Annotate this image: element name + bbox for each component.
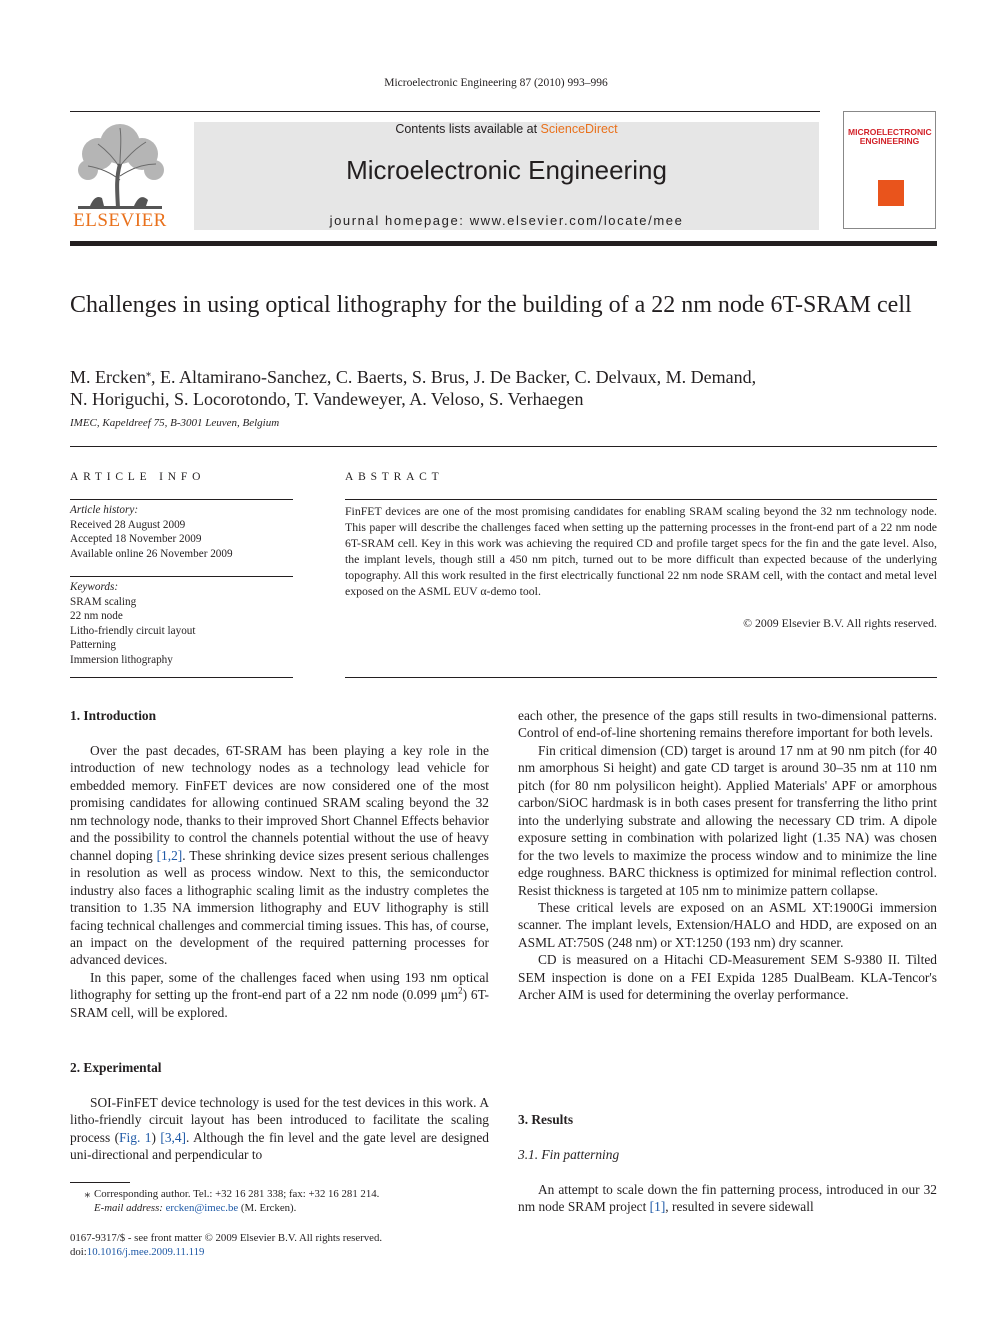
footnote-rule	[70, 1182, 130, 1183]
publisher-wordmark: ELSEVIER	[73, 210, 167, 231]
body-left-column	[70, 742, 489, 1021]
text-run: Over the past decades, 6T-SRAM has been playing a key role in the introduction of new technology nodes as a technology lead vehicle for embedded memory. FinFET devices are now considered one of the most promising candidates for allowing continued SRAM scaling beyond the 32 nm technology node, thanks to their improved Short Channel Effects behavior and the possibility to control the channels potential without the use of heavy channel doping	[70, 743, 489, 863]
contents-line	[194, 122, 819, 136]
results-heading: 3. Results	[518, 1112, 574, 1127]
keyword-item: Litho-friendly circuit layout	[70, 624, 196, 637]
article-info-rule	[70, 677, 293, 678]
affiliation: IMEC, Kapeldreef 75, B-3001 Leuven, Belgium	[70, 417, 280, 429]
article-info-rule	[70, 499, 293, 500]
experimental-paragraph-2: Fin critical dimension (CD) target is around 17 nm at 90 nm pitch (for 40 nm amorphous Si height) and gate CD target is around 30–35 nm at 110 nm pitch (for 80 nm polysilicon height). Applied Materials' APF or amorphous carbon/SiOC hardmask is in both cases present for transferring the litho print into the underlying substrate and allowing the necessary CD trim. A dipole exposure setting in combination with polarized light (1.35 NA) was chosen for the two levels to maximize the process window and to minimize the line edge roughness. BARC thickness is optimized for minimal reflection control. Resist thickness is targeted at 105 nm to minimize pattern collapse.	[518, 742, 937, 898]
journal-cover-thumbnail	[843, 111, 936, 229]
footnote	[70, 1187, 490, 1215]
citation-link[interactable]: [3,4]	[160, 1129, 187, 1145]
experimental-paragraph-1	[70, 1094, 489, 1164]
header-rule	[70, 111, 820, 112]
corresponding-mark[interactable]: ⁎	[145, 368, 151, 379]
citation-link[interactable]: [1]	[649, 1199, 666, 1215]
footnote-mark: ⁎	[84, 1188, 90, 1200]
cover-title: MICROELECTRONIC ENGINEERING	[848, 127, 932, 146]
front-matter-line: 0167-9317/$ - see front matter © 2009 Elsevier B.V. All rights reserved.	[70, 1232, 383, 1244]
journal-name: Microelectronic Engineering	[346, 155, 667, 185]
email-link[interactable]: ercken@imec.be	[165, 1202, 239, 1215]
figure-link[interactable]: Fig. 1	[119, 1129, 152, 1145]
text-run: SOI-FinFET device technology is used for the test devices in this work. A litho-friendly circuit layout has been introduced to facilitate the scaling process (	[70, 1095, 489, 1145]
experimental-paragraph-3: These critical levels are exposed on an ASML XT:1900Gi immersion scanner. The implant levels, Extension/HALO and HDD, are exposed on an ASML AT:750S (248 nm) or XT:1250 (193 nm) dry scanner.	[518, 899, 937, 950]
intro-paragraph-1	[70, 742, 489, 969]
body-left-column-2	[70, 1094, 489, 1164]
experimental-paragraph-1-cont: each other, the presence of the gaps still results in two-dimensional patterns. Control of end-of-line shortening remains therefore important for both levels.	[518, 708, 937, 741]
fin-patterning-heading: 3.1. Fin patterning	[518, 1147, 620, 1162]
fin-paragraph-1	[518, 1181, 937, 1216]
text-run: . Although the fin level and the gate level are designed uni-directional and perpendicular to	[70, 1129, 489, 1163]
keyword-item: 22 nm node	[70, 610, 123, 622]
text-run: . These shrinking device sizes present serious challenges in resolution as well as process window. Next to this, the semiconductor industry also faces a lithographic scaling limit as the industry completes the transition to 1.35 NA immersion lithography and EUV lithography is still facing technical challenges and commercial timing issues. This has, of course, an impact on the development of the required patterning processes for advanced devices.	[70, 847, 490, 968]
experimental-paragraph-4: CD is measured on a Hitachi CD-Measurement SEM S-9380 II. Tilted SEM inspection is done on a FEI Expida 1285 DualBeam. KLA-Tencor's Archer AIM is used for determining the overlay performance.	[518, 952, 937, 1003]
authors-line1-rest: , E. Altamirano-Sanchez, C. Baerts, S. Brus, J. De Backer, C. Delvaux, M. Demand,	[150, 367, 757, 387]
affiliation-rule	[70, 446, 937, 447]
history-accepted: Accepted 18 November 2009	[70, 533, 202, 545]
keywords-label: Keywords:	[70, 581, 119, 593]
body-right-column-2	[518, 1181, 937, 1216]
citation-link[interactable]: [1,2]	[156, 847, 183, 863]
abstract-copyright: © 2009 Elsevier B.V. All rights reserved.	[743, 616, 937, 630]
intro-paragraph-2	[70, 969, 489, 1021]
text-run: , resulted in severe sidewall	[665, 1199, 814, 1215]
journal-homepage[interactable]: journal homepage: www.elsevier.com/locate/mee	[329, 213, 684, 228]
sciencedirect-link[interactable]: ScienceDirect	[540, 122, 618, 136]
history-received: Received 28 August 2009	[70, 518, 186, 531]
author-list	[70, 363, 930, 410]
text-run: ) 6T-SRAM cell, will be explored.	[70, 987, 489, 1020]
contents-prefix: Contents lists available at	[395, 122, 541, 136]
body-right-column	[518, 707, 937, 1004]
article-info-heading: ARTICLE INFO	[70, 471, 206, 483]
article-history	[70, 503, 293, 561]
header-thick-rule	[70, 241, 937, 246]
abstract-text: FinFET devices are one of the most promising candidates for enabling SRAM scaling beyond the 32 nm technology node. This paper will describe the challenges faced when setting up the patterning processes in the front-end part of a 22 nm node 6T-SRAM cell. Key in this work was achieving the required CD and profile target specs for the fin and the gate level. Also, the implant levels, though still a 450 nm pitch, turned out to be more difficult than expected because of the underlying topography. All this work resulted in the first electrically functional 22 nm node SRAM cell, with the contact and metal level exposed on the ASML EUV α-demo tool.	[345, 504, 937, 598]
email-suffix: (M. Ercken).	[240, 1202, 297, 1215]
text-run: In this paper, some of the challenges faced when using 193 nm optical lithography for setting up the front-end part of a 22 nm node (0.099 μm	[70, 969, 489, 1003]
abstract-rule	[345, 677, 937, 678]
email-label: E-mail address:	[94, 1202, 163, 1215]
history-label: Article history:	[70, 504, 139, 516]
intro-heading: 1. Introduction	[70, 708, 157, 723]
superscript: 2	[458, 985, 463, 996]
keywords	[70, 580, 293, 667]
history-online: Available online 26 November 2009	[70, 547, 233, 560]
keyword-item: Patterning	[70, 639, 116, 651]
keyword-item: Immersion lithography	[70, 653, 173, 666]
abstract-rule	[345, 499, 937, 500]
text-run: )	[151, 1129, 161, 1145]
text-run: An attempt to scale down the fin patterning process, introduced in our 32 nm node SRAM project	[518, 1182, 937, 1215]
abstract-heading: ABSTRACT	[345, 471, 444, 483]
first-author[interactable]: M. Ercken	[70, 367, 146, 387]
journal-citation: Microelectronic Engineering 87 (2010) 993–996	[384, 77, 608, 89]
article-identifiers	[70, 1231, 490, 1259]
doi-link[interactable]: 10.1016/j.mee.2009.11.119	[86, 1246, 205, 1259]
article-info-rule	[70, 576, 293, 577]
corresponding-author-note: Corresponding author. Tel.: +32 16 281 338; fax: +32 16 281 214.	[94, 1188, 380, 1200]
doi-label: doi:	[70, 1246, 87, 1259]
experimental-heading: 2. Experimental	[70, 1060, 162, 1075]
cover-graphic	[878, 180, 904, 206]
article-title: Challenges in using optical lithography for the building of a 22 nm node 6T-SRAM cell	[70, 292, 912, 318]
authors-line2: N. Horiguchi, S. Locorotondo, T. Vandeweyer, A. Veloso, S. Verhaegen	[70, 389, 584, 409]
keyword-item: SRAM scaling	[70, 595, 137, 608]
